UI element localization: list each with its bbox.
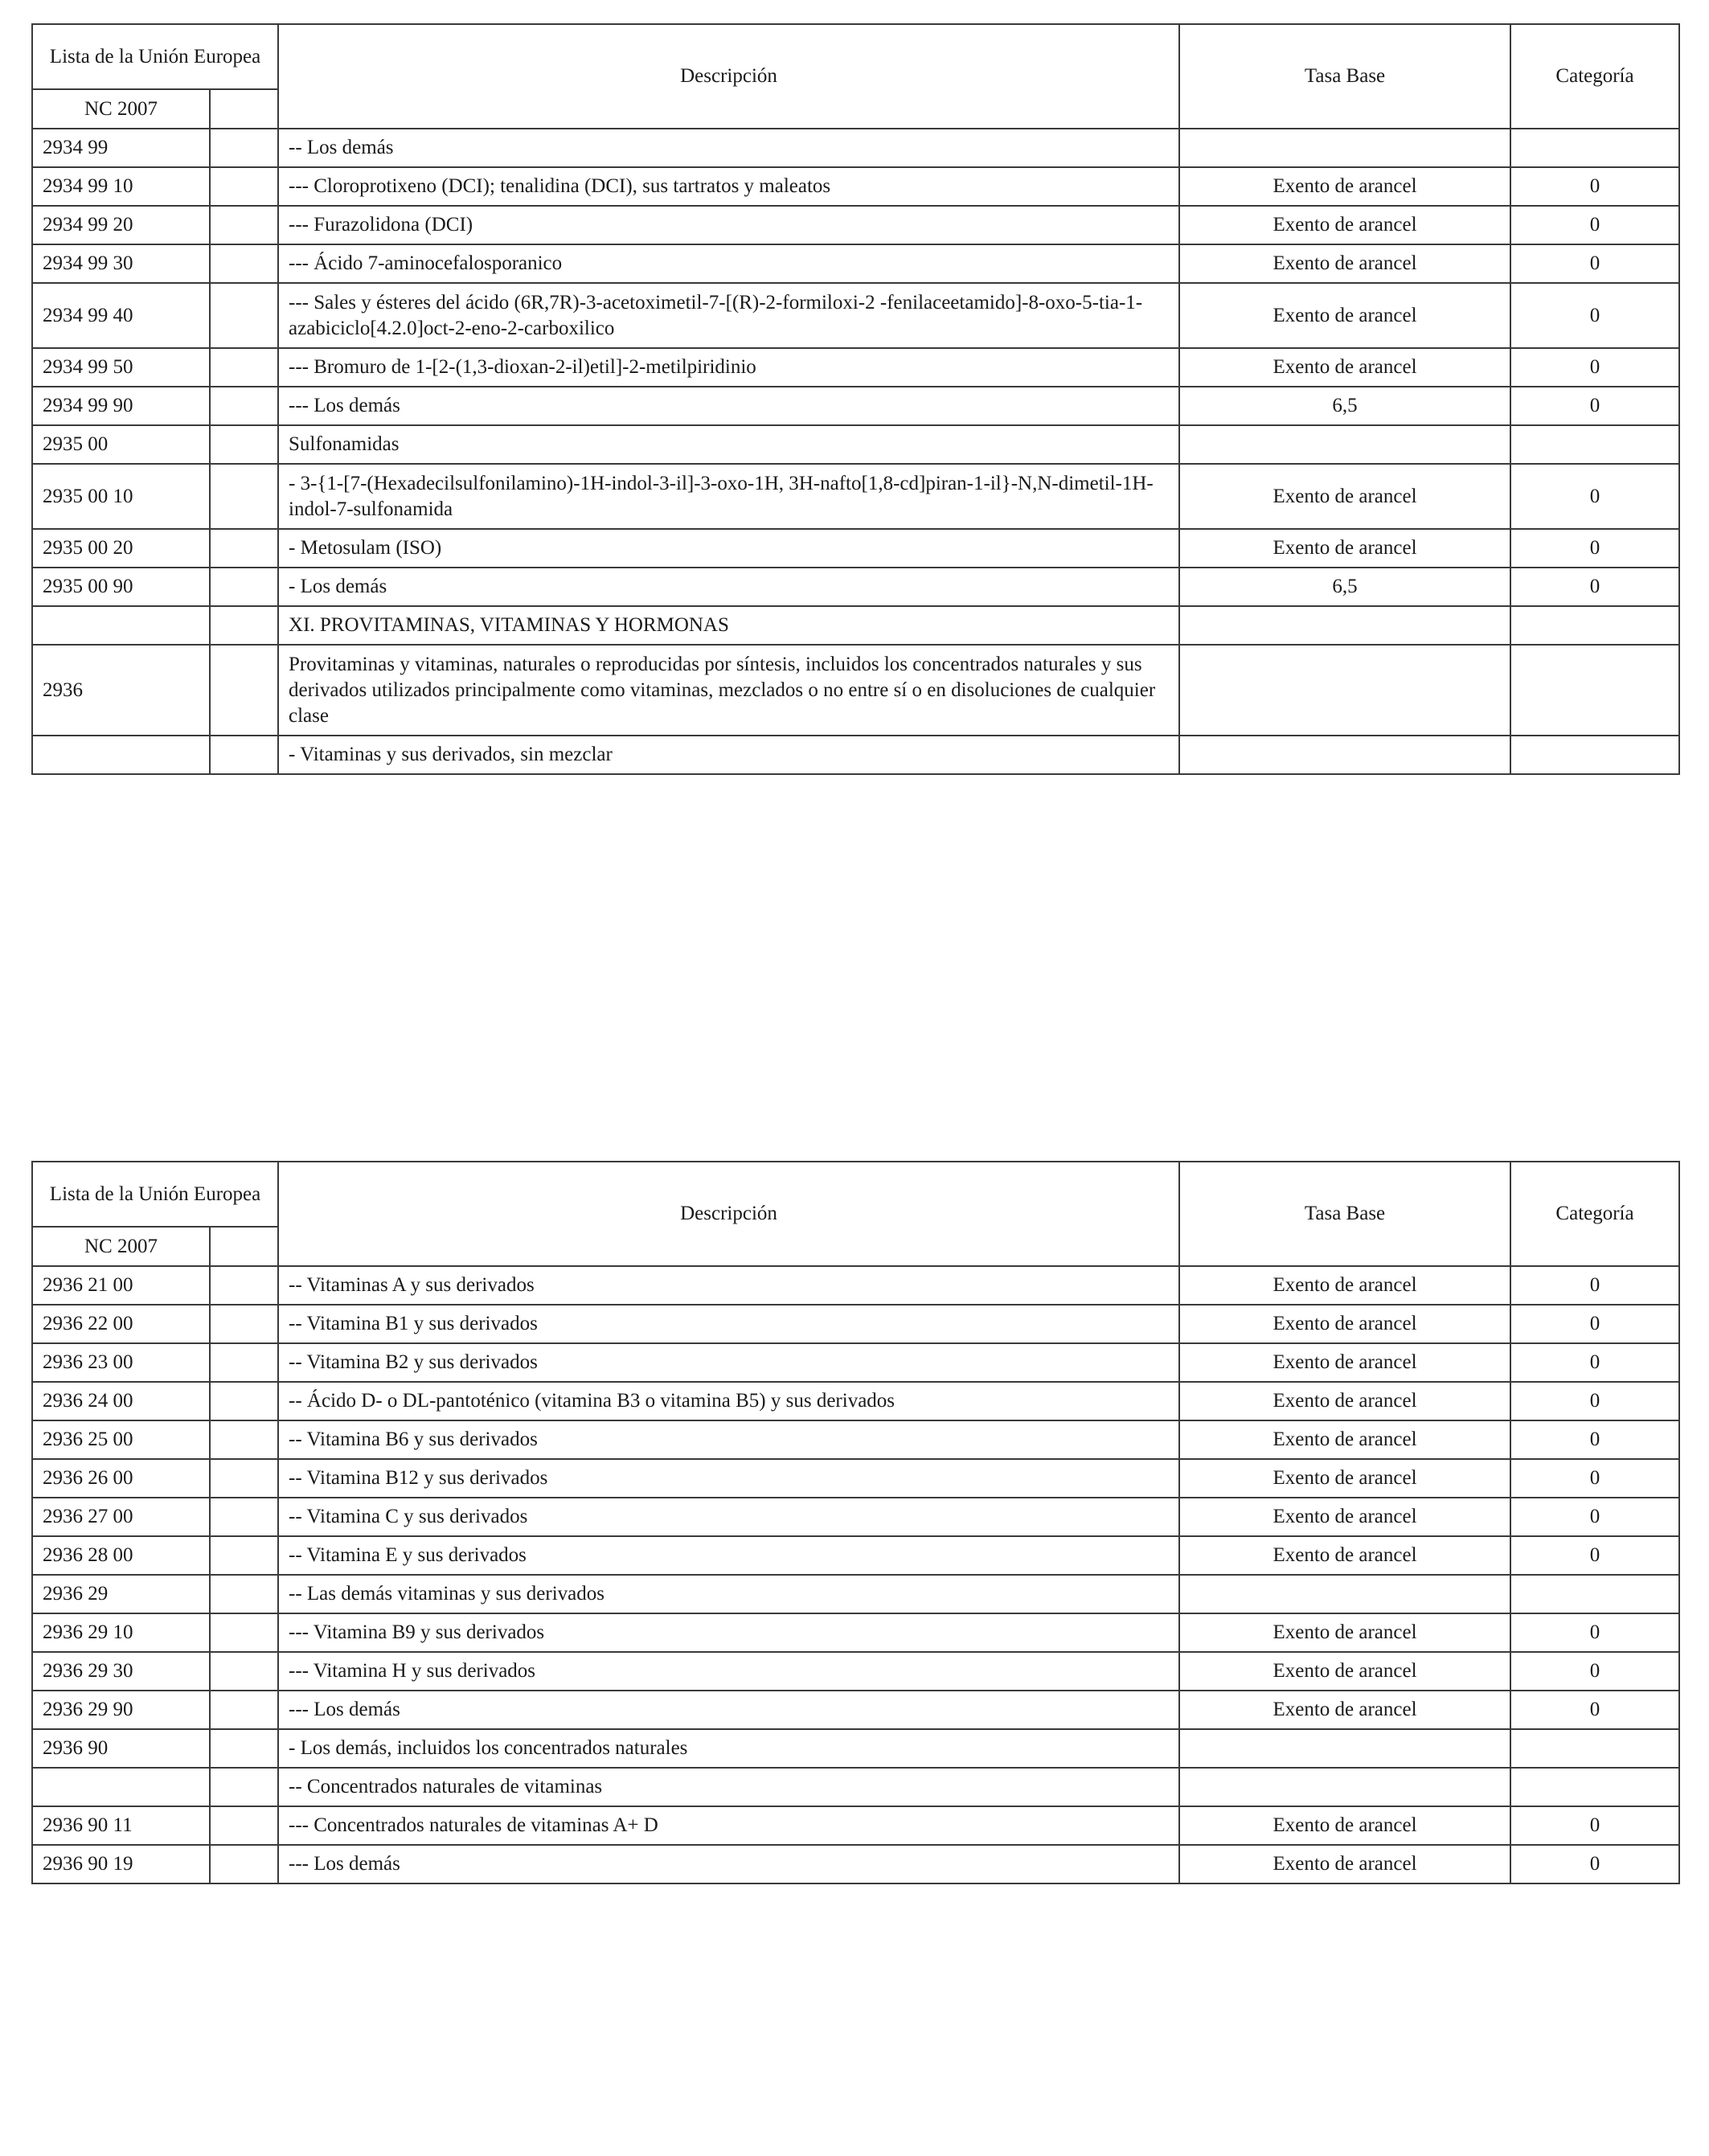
base-rate: Exento de arancel — [1179, 1613, 1510, 1652]
header-descripcion: Descripción — [278, 1162, 1179, 1266]
description: -- Vitamina B6 y sus derivados — [278, 1420, 1179, 1459]
empty-cell — [210, 1536, 278, 1575]
nc-code: 2934 99 10 — [32, 167, 210, 206]
description: Sulfonamidas — [278, 425, 1179, 464]
empty-cell — [210, 387, 278, 425]
category: 0 — [1510, 1845, 1679, 1883]
empty-cell — [210, 1266, 278, 1305]
description: -- Vitamina B12 y sus derivados — [278, 1459, 1179, 1498]
table-row — [32, 1845, 1679, 1883]
empty-cell — [210, 529, 278, 568]
base-rate: 6,5 — [1179, 568, 1510, 606]
description: - Vitaminas y sus derivados, sin mezclar — [278, 736, 1179, 774]
nc-code: 2936 90 11 — [32, 1806, 210, 1845]
category: 0 — [1510, 387, 1679, 425]
category — [1510, 606, 1679, 645]
nc-code: 2936 90 — [32, 1729, 210, 1768]
empty-cell — [210, 425, 278, 464]
empty-cell — [210, 568, 278, 606]
description: -- Vitamina B2 y sus derivados — [278, 1343, 1179, 1382]
description: - Los demás — [278, 568, 1179, 606]
base-rate: Exento de arancel — [1179, 1305, 1510, 1343]
table-row — [32, 645, 1679, 736]
header-row — [32, 1162, 1679, 1227]
nc-code — [32, 606, 210, 645]
nc-code: 2934 99 90 — [32, 387, 210, 425]
description: - Los demás, incluidos los concentrados naturales — [278, 1729, 1179, 1768]
nc-code: 2934 99 40 — [32, 283, 210, 348]
category: 0 — [1510, 1691, 1679, 1729]
table-row — [32, 1768, 1679, 1806]
empty-cell — [210, 348, 278, 387]
category: 0 — [1510, 529, 1679, 568]
description: -- Las demás vitaminas y sus derivados — [278, 1575, 1179, 1613]
table-row — [32, 1613, 1679, 1652]
description: --- Cloroprotixeno (DCI); tenalidina (DCI), sus tartratos y maleatos — [278, 167, 1179, 206]
empty-cell — [210, 1420, 278, 1459]
empty-cell — [210, 1691, 278, 1729]
empty-cell — [210, 1343, 278, 1382]
header-nc-2007: NC 2007 — [32, 1227, 210, 1266]
category: 0 — [1510, 1382, 1679, 1420]
description: XI. PROVITAMINAS, VITAMINAS Y HORMONAS — [278, 606, 1179, 645]
base-rate: Exento de arancel — [1179, 1691, 1510, 1729]
category — [1510, 425, 1679, 464]
nc-code: 2936 90 19 — [32, 1845, 210, 1883]
base-rate: Exento de arancel — [1179, 1652, 1510, 1691]
base-rate: Exento de arancel — [1179, 1536, 1510, 1575]
table-row — [32, 1729, 1679, 1768]
nc-code: 2934 99 30 — [32, 244, 210, 283]
nc-code: 2936 24 00 — [32, 1382, 210, 1420]
table-row — [32, 1498, 1679, 1536]
table-row — [32, 1691, 1679, 1729]
description: -- Ácido D- o DL-pantoténico (vitamina B3 o vitamina B5) y sus derivados — [278, 1382, 1179, 1420]
category — [1510, 1729, 1679, 1768]
description: - 3-{1-[7-(Hexadecilsulfonilamino)-1H-indol-3-il]-3-oxo-1H, 3H-nafto[1,8-cd]piran-1-il}-N,N-dimetil-1H-indol-7-sulfonamida — [278, 464, 1179, 529]
base-rate: 6,5 — [1179, 387, 1510, 425]
table-row — [32, 1305, 1679, 1343]
category: 0 — [1510, 464, 1679, 529]
nc-code — [32, 736, 210, 774]
base-rate: Exento de arancel — [1179, 1845, 1510, 1883]
table-row — [32, 1420, 1679, 1459]
base-rate — [1179, 645, 1510, 736]
base-rate: Exento de arancel — [1179, 1806, 1510, 1845]
category: 0 — [1510, 1613, 1679, 1652]
description: --- Furazolidona (DCI) — [278, 206, 1179, 244]
table-row — [32, 1459, 1679, 1498]
description: --- Concentrados naturales de vitaminas A+ D — [278, 1806, 1179, 1845]
description: -- Vitaminas A y sus derivados — [278, 1266, 1179, 1305]
nc-code: 2936 29 30 — [32, 1652, 210, 1691]
category: 0 — [1510, 348, 1679, 387]
empty-cell — [210, 1806, 278, 1845]
nc-code: 2935 00 10 — [32, 464, 210, 529]
category: 0 — [1510, 568, 1679, 606]
empty-cell — [210, 244, 278, 283]
table-row — [32, 736, 1679, 774]
base-rate — [1179, 1768, 1510, 1806]
base-rate: Exento de arancel — [1179, 1498, 1510, 1536]
header-categoria: Categoría — [1510, 24, 1679, 129]
description: Provitaminas y vitaminas, naturales o reproducidas por síntesis, incluidos los concentrados naturales y sus derivados utilizados principalmente como vitaminas, mezclados o no entre sí o en disoluciones de cualquier clase — [278, 645, 1179, 736]
base-rate — [1179, 425, 1510, 464]
base-rate — [1179, 606, 1510, 645]
category: 0 — [1510, 167, 1679, 206]
category: 0 — [1510, 1498, 1679, 1536]
empty-cell — [210, 645, 278, 736]
empty-cell — [210, 1382, 278, 1420]
table-row — [32, 464, 1679, 529]
category: 0 — [1510, 244, 1679, 283]
description: -- Vitamina E y sus derivados — [278, 1536, 1179, 1575]
base-rate: Exento de arancel — [1179, 283, 1510, 348]
nc-code: 2936 22 00 — [32, 1305, 210, 1343]
nc-code: 2935 00 20 — [32, 529, 210, 568]
header-tasa-base: Tasa Base — [1179, 1162, 1510, 1266]
table-row — [32, 1382, 1679, 1420]
category — [1510, 129, 1679, 167]
empty-cell — [210, 1575, 278, 1613]
nc-code: 2936 27 00 — [32, 1498, 210, 1536]
tariff-table-1 — [31, 23, 1680, 775]
nc-code: 2934 99 20 — [32, 206, 210, 244]
base-rate: Exento de arancel — [1179, 1266, 1510, 1305]
base-rate — [1179, 1729, 1510, 1768]
base-rate — [1179, 1575, 1510, 1613]
description: -- Vitamina B1 y sus derivados — [278, 1305, 1179, 1343]
header-lista-union-europea: Lista de la Unión Europea — [32, 24, 278, 89]
description: --- Los demás — [278, 1691, 1179, 1729]
table-row — [32, 206, 1679, 244]
category: 0 — [1510, 283, 1679, 348]
table-row — [32, 129, 1679, 167]
header-nc-2007: NC 2007 — [32, 89, 210, 129]
table-row — [32, 425, 1679, 464]
empty-cell — [210, 1498, 278, 1536]
base-rate: Exento de arancel — [1179, 529, 1510, 568]
nc-code — [32, 1768, 210, 1806]
description: - Metosulam (ISO) — [278, 529, 1179, 568]
table-row — [32, 1536, 1679, 1575]
table-row — [32, 1266, 1679, 1305]
table-row — [32, 1575, 1679, 1613]
header-empty-cell — [210, 89, 278, 129]
nc-code: 2936 21 00 — [32, 1266, 210, 1305]
base-rate: Exento de arancel — [1179, 464, 1510, 529]
empty-cell — [210, 606, 278, 645]
tariff-table-2 — [31, 1161, 1680, 1884]
base-rate — [1179, 129, 1510, 167]
table-row — [32, 387, 1679, 425]
nc-code: 2936 29 — [32, 1575, 210, 1613]
base-rate: Exento de arancel — [1179, 1459, 1510, 1498]
header-descripcion: Descripción — [278, 24, 1179, 129]
base-rate: Exento de arancel — [1179, 167, 1510, 206]
nc-code: 2934 99 — [32, 129, 210, 167]
description: --- Los demás — [278, 1845, 1179, 1883]
table-row — [32, 167, 1679, 206]
nc-code: 2936 29 10 — [32, 1613, 210, 1652]
empty-cell — [210, 464, 278, 529]
base-rate: Exento de arancel — [1179, 244, 1510, 283]
empty-cell — [210, 1768, 278, 1806]
empty-cell — [210, 167, 278, 206]
base-rate: Exento de arancel — [1179, 1343, 1510, 1382]
category: 0 — [1510, 1536, 1679, 1575]
description: --- Vitamina H y sus derivados — [278, 1652, 1179, 1691]
description: --- Ácido 7-aminocefalosporanico — [278, 244, 1179, 283]
nc-code: 2936 28 00 — [32, 1536, 210, 1575]
category — [1510, 1768, 1679, 1806]
base-rate — [1179, 736, 1510, 774]
header-empty-cell — [210, 1227, 278, 1266]
header-row — [32, 24, 1679, 89]
base-rate: Exento de arancel — [1179, 206, 1510, 244]
nc-code: 2936 — [32, 645, 210, 736]
table-row — [32, 606, 1679, 645]
description: -- Vitamina C y sus derivados — [278, 1498, 1179, 1536]
description: --- Bromuro de 1-[2-(1,3-dioxan-2-il)etil]-2-metilpiridinio — [278, 348, 1179, 387]
table-row — [32, 1343, 1679, 1382]
empty-cell — [210, 1459, 278, 1498]
description: -- Concentrados naturales de vitaminas — [278, 1768, 1179, 1806]
category: 0 — [1510, 1305, 1679, 1343]
empty-cell — [210, 206, 278, 244]
description: --- Vitamina B9 y sus derivados — [278, 1613, 1179, 1652]
table-row — [32, 568, 1679, 606]
base-rate: Exento de arancel — [1179, 348, 1510, 387]
table-row — [32, 529, 1679, 568]
empty-cell — [210, 1729, 278, 1768]
category: 0 — [1510, 1459, 1679, 1498]
empty-cell — [210, 736, 278, 774]
nc-code: 2935 00 90 — [32, 568, 210, 606]
description: -- Los demás — [278, 129, 1179, 167]
header-tasa-base: Tasa Base — [1179, 24, 1510, 129]
header-categoria: Categoría — [1510, 1162, 1679, 1266]
table-row — [32, 244, 1679, 283]
header-lista-union-europea: Lista de la Unión Europea — [32, 1162, 278, 1227]
empty-cell — [210, 129, 278, 167]
category — [1510, 645, 1679, 736]
empty-cell — [210, 283, 278, 348]
nc-code: 2934 99 50 — [32, 348, 210, 387]
table-row — [32, 348, 1679, 387]
description: --- Los demás — [278, 387, 1179, 425]
table-row — [32, 283, 1679, 348]
description: --- Sales y ésteres del ácido (6R,7R)-3-acetoximetil-7-[(R)-2-formiloxi-2 -fenilaceetamido]-8-oxo-5-tia-1-azabiciclo[4.2.0]oct-2-eno-2-carboxilico — [278, 283, 1179, 348]
empty-cell — [210, 1305, 278, 1343]
empty-cell — [210, 1613, 278, 1652]
nc-code: 2936 26 00 — [32, 1459, 210, 1498]
nc-code: 2936 25 00 — [32, 1420, 210, 1459]
category: 0 — [1510, 1652, 1679, 1691]
empty-cell — [210, 1652, 278, 1691]
category — [1510, 1575, 1679, 1613]
base-rate: Exento de arancel — [1179, 1420, 1510, 1459]
category: 0 — [1510, 1343, 1679, 1382]
base-rate: Exento de arancel — [1179, 1382, 1510, 1420]
table-row — [32, 1806, 1679, 1845]
category: 0 — [1510, 1806, 1679, 1845]
nc-code: 2936 29 90 — [32, 1691, 210, 1729]
table-row — [32, 1652, 1679, 1691]
category: 0 — [1510, 1420, 1679, 1459]
category: 0 — [1510, 1266, 1679, 1305]
category: 0 — [1510, 206, 1679, 244]
nc-code: 2935 00 — [32, 425, 210, 464]
category — [1510, 736, 1679, 774]
empty-cell — [210, 1845, 278, 1883]
nc-code: 2936 23 00 — [32, 1343, 210, 1382]
